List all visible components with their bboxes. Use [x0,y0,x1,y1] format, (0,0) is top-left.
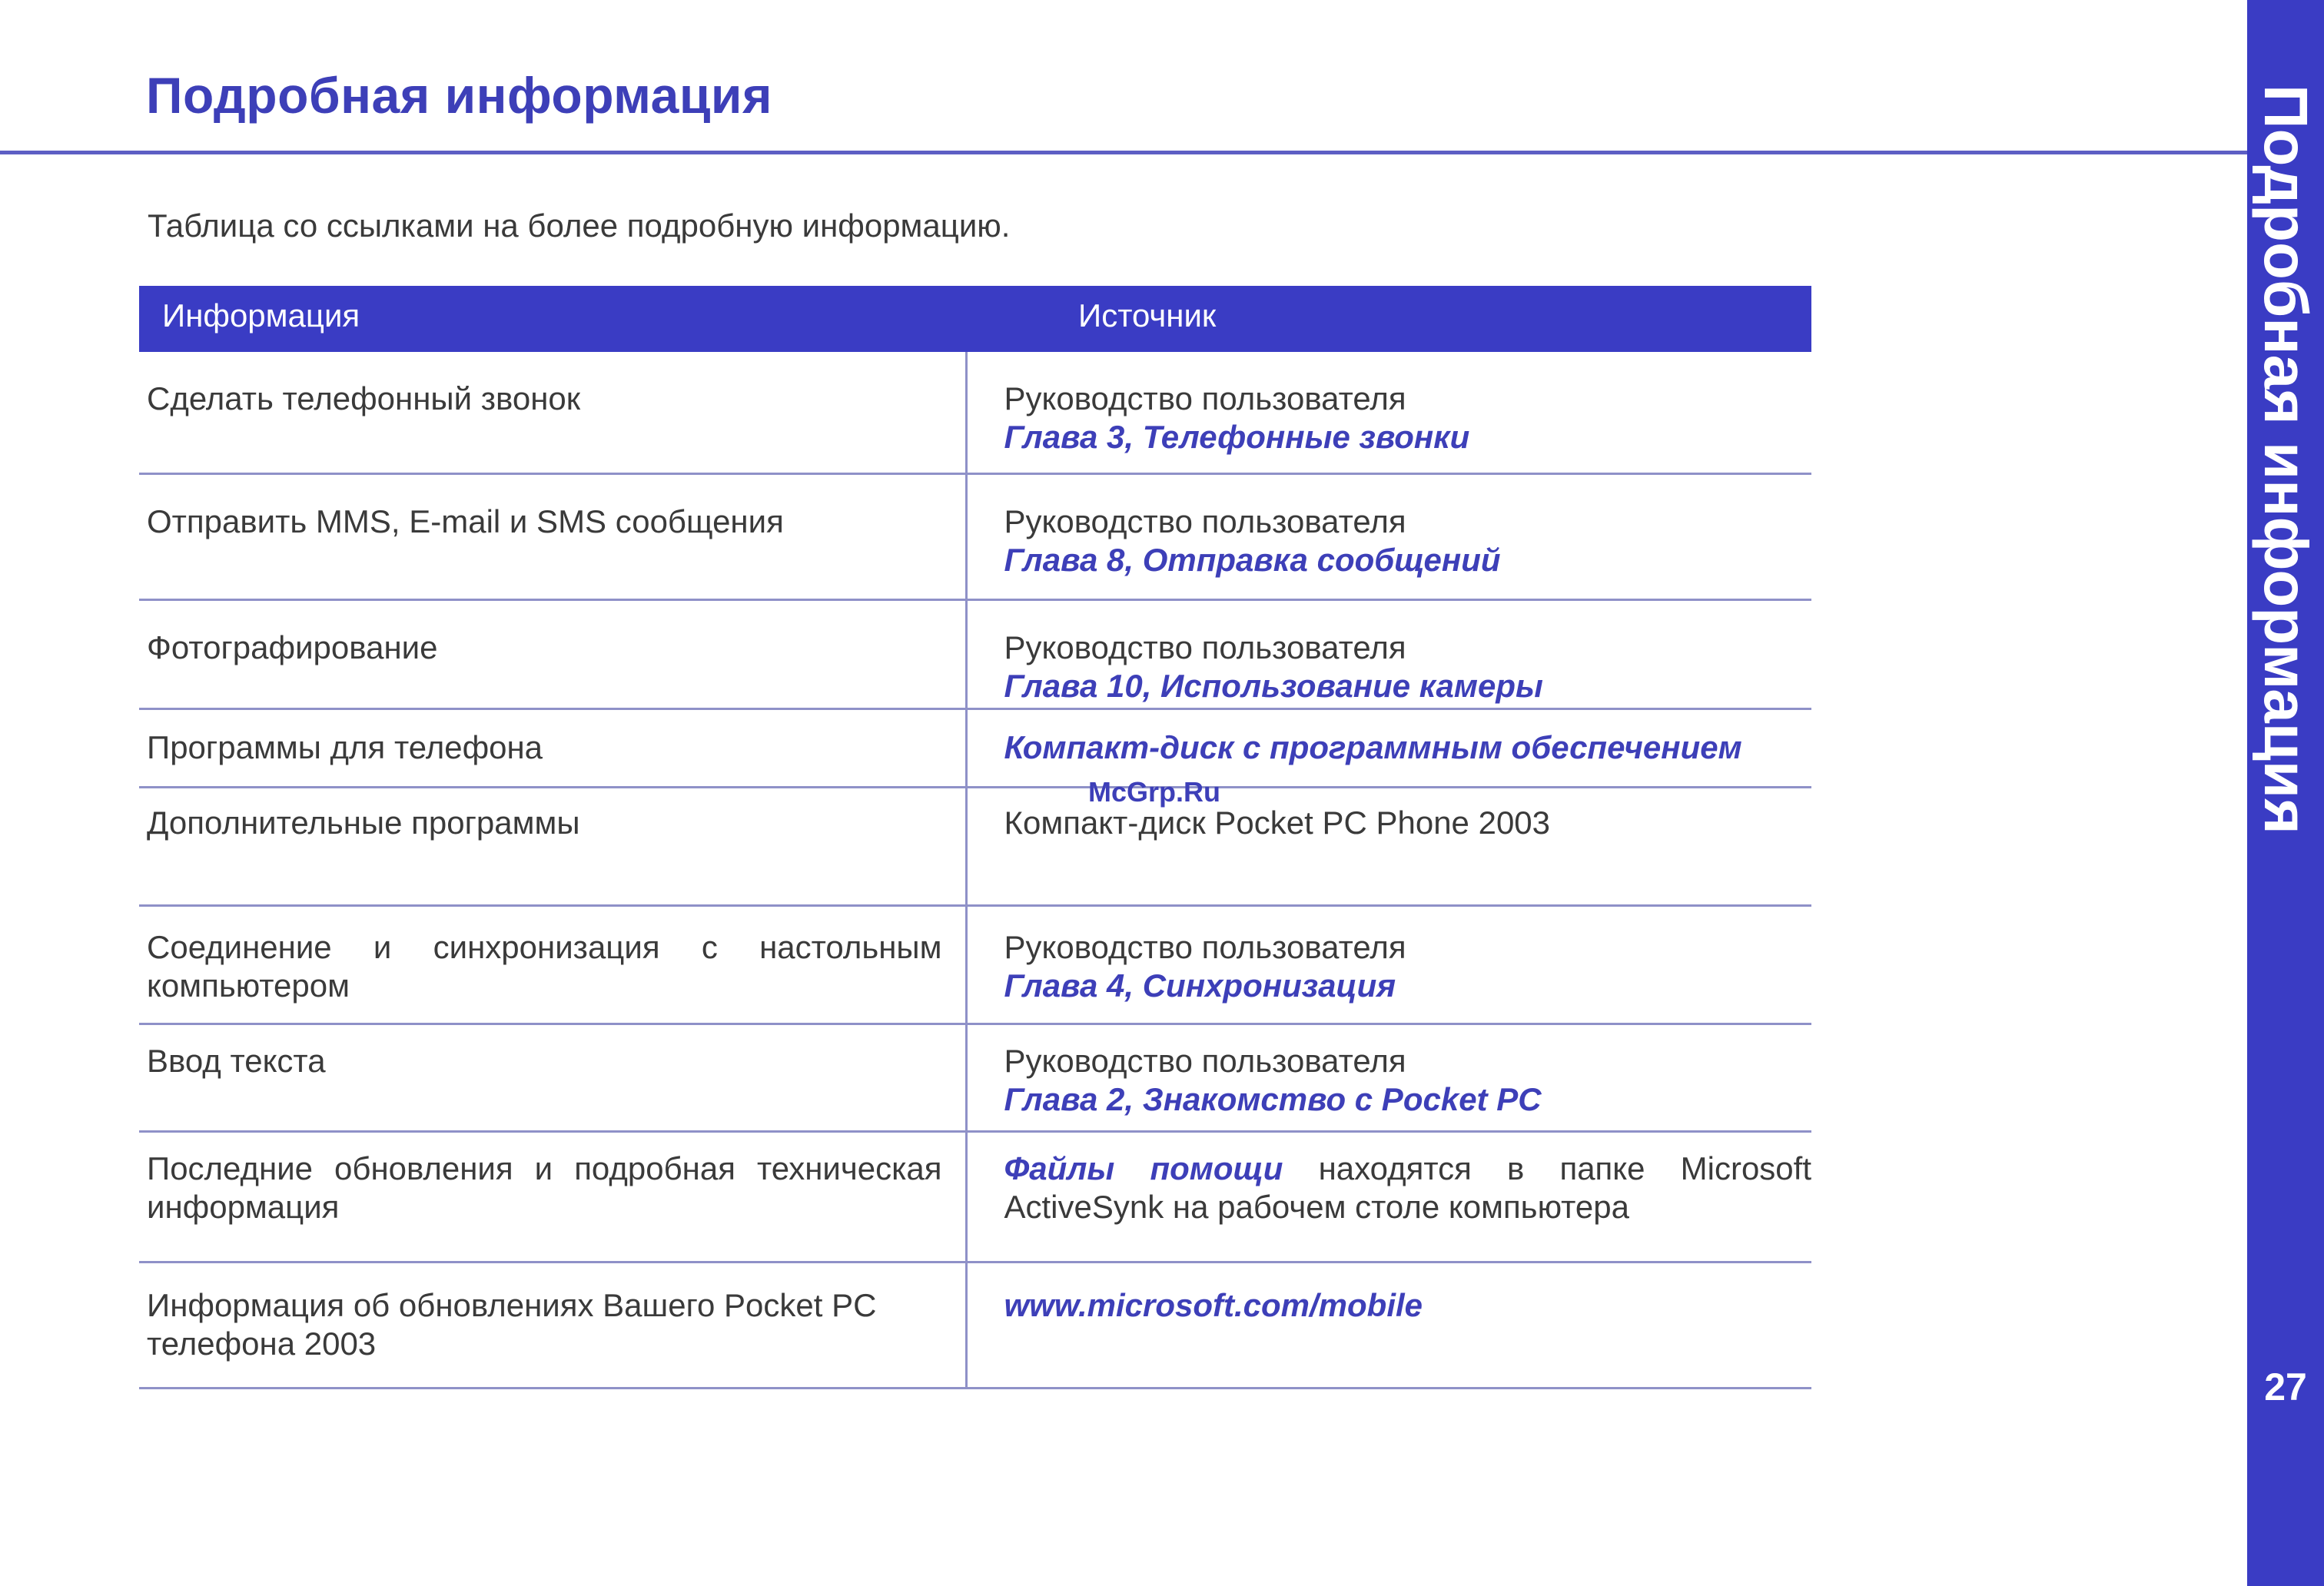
table-row [139,473,1811,599]
source-cell [966,1024,1811,1131]
table-row [139,599,1811,708]
column-header-info: Информация [139,286,966,352]
info-cell: Ввод текста [139,1024,966,1131]
source-cell [966,599,1811,708]
source-cell [966,473,1811,599]
source-cell [966,905,1811,1024]
table-row [139,708,1811,787]
info-cell: Дополнительные программы [139,787,966,905]
watermark: McGrp.Ru [1088,776,1221,808]
source-cell [966,708,1811,787]
intro-text: Таблица со ссылками на более подробную информацию. [148,207,1011,244]
info-cell: Отправить MMS, E-mail и SMS сообщения [139,473,966,599]
source-link[interactable]: Компакт-диск с программным обеспечением [1004,728,1742,765]
source-link[interactable]: Глава 4, Синхронизация [1004,967,1396,1004]
source-text: Компакт-диск Pocket PC Phone 2003 [1004,804,1551,841]
source-text: Руководство пользователя [1004,928,1406,965]
info-cell: Информация об обновлениях Вашего Pocket PC телефона 2003 [139,1262,966,1388]
info-cell: Соединение и синхронизация с настольным компьютером [139,905,966,1024]
side-tab-label: Подробная информация [2252,85,2320,834]
source-link[interactable]: Глава 3, Телефонные звонки [1004,419,1470,455]
source-text: Руководство пользователя [1004,380,1406,416]
column-header-source: Источник [966,286,1811,352]
table-row [139,1024,1811,1131]
table-header-row [139,286,1811,352]
help-files-link[interactable]: Файлы помощи [1004,1150,1283,1186]
source-link[interactable]: Глава 8, Отправка сообщений [1004,541,1501,578]
table-row [139,1262,1811,1388]
source-link[interactable]: Глава 10, Использование камеры [1004,667,1543,704]
page-number: 27 [2264,1365,2307,1408]
table-row [139,1131,1811,1262]
title-rule [0,151,2247,154]
info-cell: Программы для телефона [139,708,966,787]
info-cell: Сделать телефонный звонок [139,352,966,473]
table-row [139,905,1811,1024]
table-row [139,787,1811,905]
table-row [139,352,1811,473]
info-cell: Фотографирование [139,599,966,708]
source-link[interactable]: Глава 2, Знакомство с Pocket PC [1004,1080,1542,1117]
source-text: Руководство пользователя [1004,1042,1406,1079]
source-cell [966,1262,1811,1388]
source-text: Руководство пользователя [1004,629,1406,665]
source-text: находятся в папке Microsoft ActiveSynk на рабочем столе компьютера [1004,1150,1812,1225]
info-table [139,286,1811,1389]
page-title: Подробная информация [146,67,772,124]
info-cell: Последние обновления и подробная техническая информация [139,1131,966,1262]
source-text: Руководство пользователя [1004,503,1406,539]
source-cell [966,352,1811,473]
website-link[interactable]: www.microsoft.com/mobile [1004,1286,1423,1323]
source-cell [966,1131,1811,1262]
